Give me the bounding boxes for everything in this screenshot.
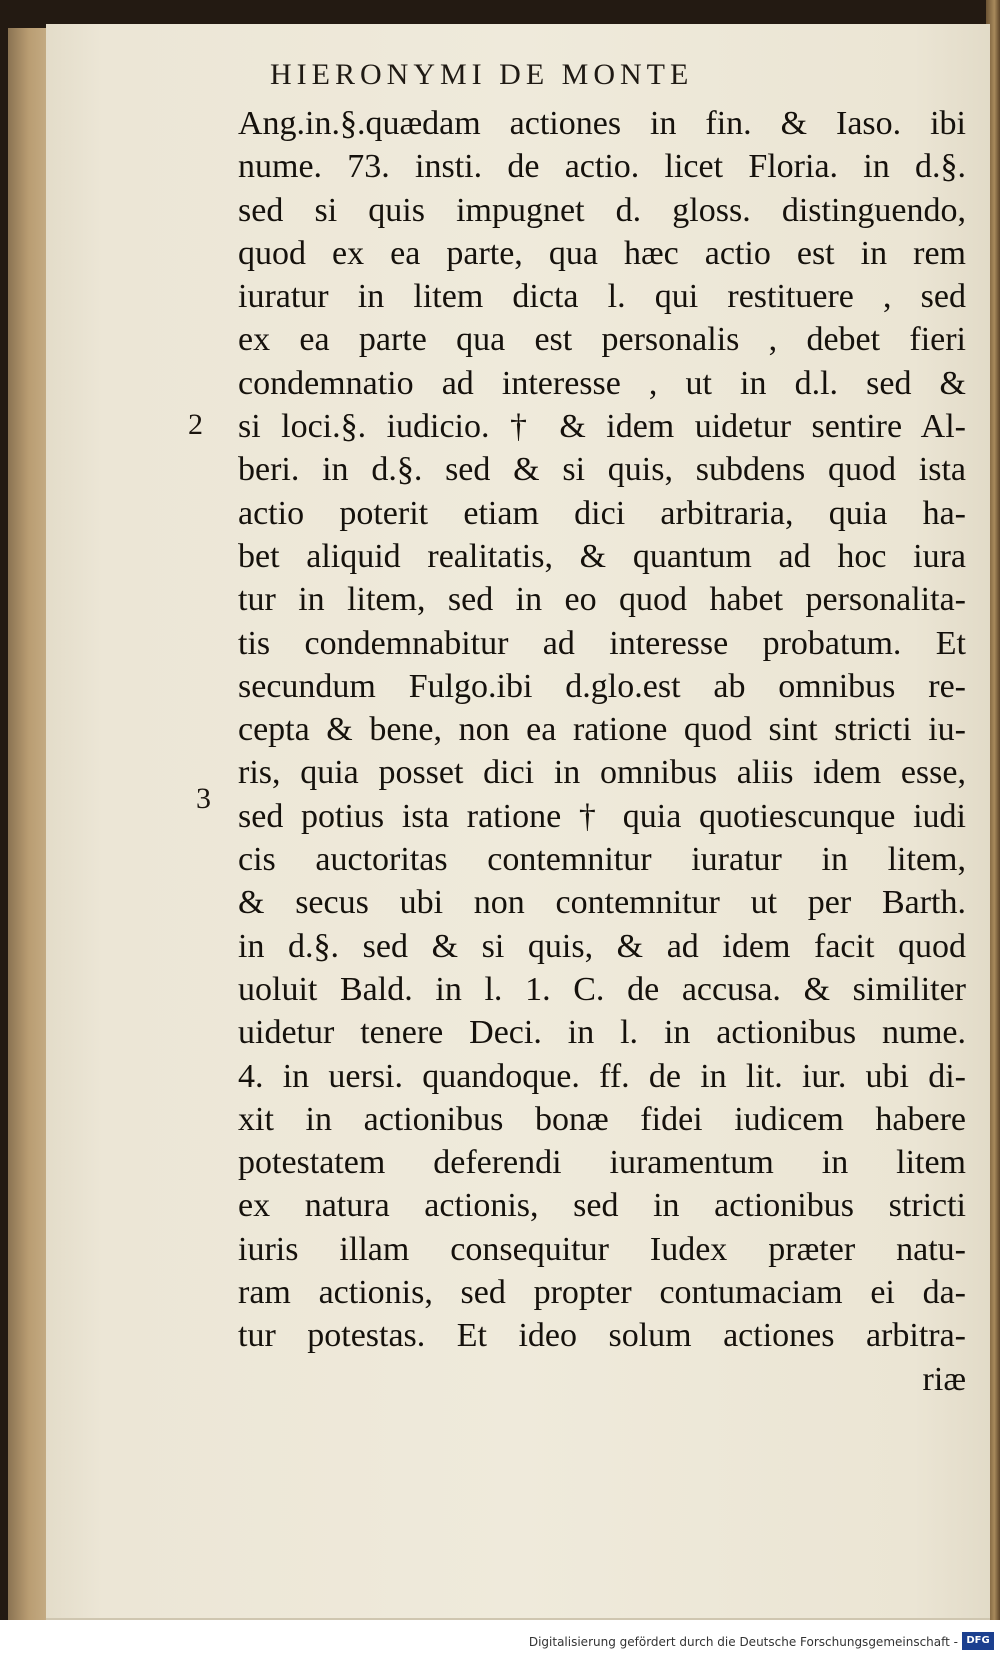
text-line: ex ea parte qua est personalis , debet fieri	[238, 321, 966, 359]
catchword: riæ	[922, 1360, 966, 1398]
text-line: potestatem deferendi iuramentum in litem	[238, 1144, 966, 1182]
text-line: & secus ubi non contemnitur ut per Barth.	[238, 884, 966, 922]
funding-credit: Digitalisierung gefördert durch die Deutsche Forschungsgemeinschaft -	[528, 1635, 958, 1649]
text-line: Ang.in.§.quædam actiones in fin. & Iaso. ibi	[238, 105, 966, 142]
running-head: HIERONYMI DE MONTE	[270, 58, 694, 91]
text-line: sed si quis impugnet d. gloss. distinguendo,	[238, 191, 966, 229]
text-line: si loci.§. iudicio. † & idem uidetur sentire Al-	[238, 408, 966, 446]
text-line: nume. 73. insti. de actio. licet Floria. in d.§.	[238, 148, 966, 186]
text-line: 4. in uersi. quandoque. ff. de in lit. iur. ubi di-	[238, 1057, 966, 1095]
text-line: cis auctoritas contemnitur iuratur in litem,	[238, 841, 966, 879]
text-line: uoluit Bald. in l. 1. C. de accusa. & similiter	[238, 970, 966, 1008]
text-line: in d.§. sed & si quis, & ad idem facit quod	[238, 927, 966, 965]
text-line: beri. in d.§. sed & si quis, subdens quod ista	[238, 451, 966, 489]
text-line: tis condemnabitur ad interesse probatum. Et	[238, 624, 966, 662]
text-line: actio poterit etiam dici arbitraria, quia ha-	[238, 494, 966, 532]
text-line: ris, quia posset dici in omnibus aliis idem esse,	[238, 754, 966, 792]
text-line: iuris illam consequitur Iudex præter natu-	[238, 1230, 966, 1268]
text-line: xit in actionibus bonæ fidei iudicem habere	[238, 1100, 966, 1138]
text-line: ex natura actionis, sed in actionibus stricti	[238, 1187, 966, 1225]
text-line: tur in litem, sed in eo quod habet personalita-	[238, 581, 966, 619]
text-line: bet aliquid realitatis, & quantum ad hoc iura	[238, 537, 966, 575]
margin-number: 3	[196, 782, 211, 815]
text-line: secundum Fulgo.ibi d.glo.est ab omnibus re-	[238, 667, 966, 705]
body-text	[238, 102, 966, 1401]
margin-number: 2	[188, 408, 203, 441]
text-line: tur potestas. Et ideo solum actiones arbitra-	[238, 1317, 966, 1355]
dfg-logo: DFG	[962, 1632, 994, 1650]
text-line: uidetur tenere Deci. in l. in actionibus nume.	[238, 1014, 966, 1052]
text-line: iuratur in litem dicta l. qui restituere , sed	[238, 278, 966, 316]
text-line: cepta & bene, non ea ratione quod sint stricti iu-	[238, 711, 966, 749]
text-line: ram actionis, sed propter contumaciam ei da-	[238, 1274, 966, 1312]
text-line: condemnatio ad interesse , ut in d.l. sed &	[238, 364, 966, 402]
text-line: quod ex ea parte, qua hæc actio est in rem	[238, 234, 966, 272]
text-line: sed potius ista ratione † quia quotiescunque iudi	[238, 797, 966, 835]
